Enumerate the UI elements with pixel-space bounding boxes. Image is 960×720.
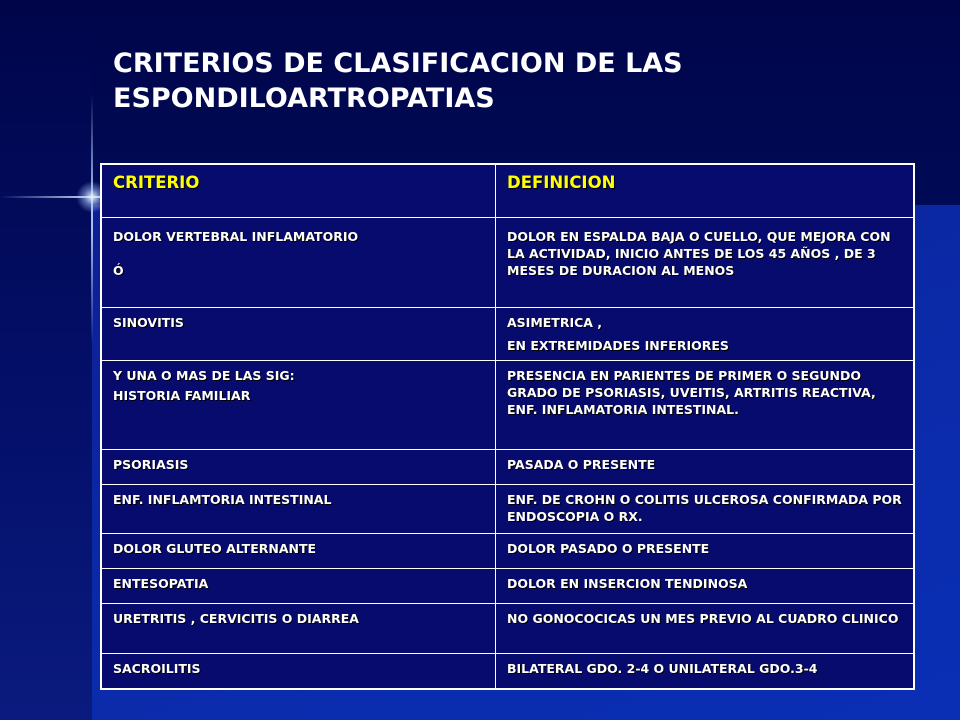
definicion-cell: [496, 604, 915, 654]
criterio-cell: [101, 450, 496, 485]
criteria-table: [100, 163, 915, 690]
criterio-text: ENF. INFLAMTORIA INTESTINAL: [113, 492, 332, 507]
criterio-text: Ó: [113, 263, 124, 278]
definicion-text: DOLOR PASADO O PRESENTE: [507, 541, 710, 556]
definicion-text: EN EXTREMIDADES INFERIORES: [507, 338, 729, 353]
definicion-cell: [496, 654, 915, 689]
criterio-text: DOLOR VERTEBRAL INFLAMATORIO: [113, 229, 359, 244]
criterio-cell: [101, 308, 496, 361]
criterio-text: PSORIASIS: [113, 457, 189, 472]
criterio-cell: [101, 604, 496, 654]
criterio-cell: [101, 534, 496, 569]
definicion-text: PRESENCIA EN PARIENTES DE PRIMER O SEGUNDO GRADO DE PSORIASIS, UVEITIS, ARTRITIS REACTIVA, ENF. INFLAMATORIA INTESTINAL.: [507, 368, 876, 417]
criterio-cell: [101, 569, 496, 604]
criterio-cell: [101, 485, 496, 534]
criterio-text: SACROILITIS: [113, 661, 201, 676]
table-row: [101, 485, 914, 534]
definicion-text: ENF. DE CROHN O COLITIS ULCEROSA CONFIRMADA POR ENDOSCOPIA O RX.: [507, 492, 902, 524]
table-row: [101, 218, 914, 308]
criterio-text: SINOVITIS: [113, 315, 184, 330]
lens-flare-vertical: [91, 95, 93, 345]
definicion-cell: [496, 450, 915, 485]
definicion-text: PASADA O PRESENTE: [507, 457, 656, 472]
table-header-row: [101, 164, 914, 218]
criterio-text: ENTESOPATIA: [113, 576, 209, 591]
table-row: [101, 450, 914, 485]
criterio-cell: [101, 218, 496, 308]
header-criterio: CRITERIO: [101, 164, 496, 218]
criterio-text: URETRITIS , CERVICITIS O DIARREA: [113, 611, 359, 626]
criterio-text: Y UNA O MAS DE LAS SIG:: [113, 368, 295, 383]
definicion-text: DOLOR EN INSERCION TENDINOSA: [507, 576, 748, 591]
definicion-cell: [496, 569, 915, 604]
definicion-cell: [496, 218, 915, 308]
criterio-cell: [101, 361, 496, 450]
slide-title: [113, 46, 913, 116]
definicion-text: BILATERAL GDO. 2-4 O UNILATERAL GDO.3-4: [507, 661, 818, 676]
table-row: [101, 308, 914, 361]
table-row: [101, 604, 914, 654]
header-definicion: DEFINICION: [496, 164, 915, 218]
table-row: [101, 654, 914, 689]
criterio-cell: [101, 654, 496, 689]
definicion-cell: [496, 361, 915, 450]
definicion-cell: [496, 534, 915, 569]
slide-title-line-2: ESPONDILOARTROPATIAS: [113, 83, 495, 114]
criterio-text: HISTORIA FAMILIAR: [113, 388, 251, 403]
criterio-text: DOLOR GLUTEO ALTERNANTE: [113, 541, 317, 556]
definicion-cell: [496, 485, 915, 534]
table-row: [101, 569, 914, 604]
definicion-text: DOLOR EN ESPALDA BAJA O CUELLO, QUE MEJORA CON LA ACTIVIDAD, INICIO ANTES DE LOS 45 AÑOS , DE 3 MESES DE DURACION AL MENOS: [507, 229, 891, 278]
table-row: [101, 361, 914, 450]
definicion-cell: [496, 308, 915, 361]
definicion-text: NO GONOCOCICAS UN MES PREVIO AL CUADRO CLINICO: [507, 611, 899, 626]
slide-title-line-1: CRITERIOS DE CLASIFICACION DE LAS: [113, 48, 683, 79]
table-row: [101, 534, 914, 569]
slide-background-left-strip: [0, 0, 92, 720]
definicion-text: ASIMETRICA ,: [507, 315, 603, 330]
